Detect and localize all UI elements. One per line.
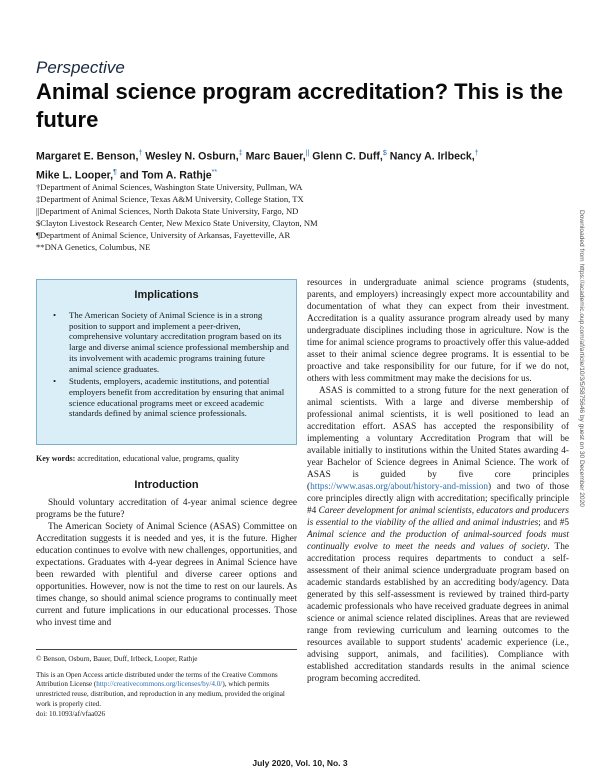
- license-link[interactable]: http://creativecommons.org/licenses/by/4.0/: [96, 680, 223, 689]
- implication-item: [49, 376, 289, 419]
- author-mark: **: [211, 168, 218, 176]
- introduction-body: [36, 497, 297, 629]
- implications-list: [49, 310, 289, 421]
- author-mark: $: [382, 150, 387, 157]
- section-label: Perspective: [36, 58, 125, 77]
- author-line-1: [36, 146, 536, 165]
- paragraph: ASAS is committed to a strong future for the next generation of animal scientists. With a large and diverse membership of professional animal scientists, it is well positioned to lead an accreditation effort. ASAS has accepted the responsibility of implementing a voluntary Accreditation Program that will be available initially to institutions within the United States awarding 4-year Bachelor of Science degrees in Animal Science. The work of ASAS is guided by five core principles (https://www.asas.org/about/history-and-mission) and two of those core principles directly align with accreditation; specifically principle #4 Career development for animal scientists, educators and producers is essential to the viability of the allied and animal industries; and #5 Animal science and the production of animal-sourced foods must continually evolve to meet the needs and values of society. The accreditation process requires departments to conduct a self-assessment of their animal science undergraduate program based on academic standards established by an accrediting body/agency. Data generated by this self-assessment is reviewed by trained third-party academic professionals who have received graduate degrees in animal science or animal science related disciplines. Areas that are reviewed range from reviewing curriculum and learning outcomes to the resources available to support students' academic experience (i.e., advising support, animals, and facilities). Compliance with established accreditation standards results in the animal science program becoming accredited.: [307, 386, 570, 684]
- implication-text: Students, employers, academic institutions, and potential employers benefit from accreditation by ensuring that animal science educational programs meet or exceed academic standards defined by animal science professionals.: [69, 376, 285, 419]
- author-mark: ‡: [238, 150, 243, 157]
- author-mark: †: [474, 150, 479, 157]
- author-mark: ¶: [113, 168, 117, 176]
- doi[interactable]: doi: 10.1093/af/vfaa026: [36, 709, 106, 718]
- bullet-icon: •: [53, 376, 57, 387]
- author-mark: †: [138, 150, 143, 157]
- copyright-line: © Benson, Osburn, Bauer, Duff, Irlbeck, Looper, Rathje: [36, 655, 198, 663]
- author-name[interactable]: Glenn C. Duff,: [312, 150, 383, 163]
- affiliation: ‡Department of Animal Science, Texas A&M University, College Station, TX: [36, 194, 304, 205]
- page-footer: July 2020, Vol. 10, No. 3: [252, 758, 348, 768]
- author-name[interactable]: Mike L. Looper,: [36, 169, 114, 182]
- author-mark: ||: [305, 150, 310, 157]
- paragraph: Should voluntary accreditation of 4-year animal science degree programs be the future?: [36, 498, 297, 520]
- keywords-text: accreditation, educational value, programs, quality: [77, 454, 240, 463]
- author-list: [36, 146, 536, 183]
- implication-text: The American Society of Animal Science is in a strong position to support and implement a peer-driven, comprehensive voluntary accreditation program based on its large and diverse animal science professional membership and its involvement with academic programs training future animal science graduates.: [69, 310, 289, 374]
- affiliation: †Department of Animal Sciences, Washington State University, Pullman, WA: [36, 182, 303, 192]
- keywords: [36, 453, 297, 464]
- affiliations: [36, 181, 456, 254]
- introduction-heading: Introduction: [134, 479, 199, 491]
- paragraph: resources in undergraduate animal science programs (students, parents, and employers) increasingly expect more accountability and documentation of what they can expect from their investment. Accreditation is a quality assurance program already used by many undergraduate disciplines including those in agriculture. Now is the time for animal science programs to proactively offer this value-added asset to their animal science degree programs. It is essential to be proactive and take responsibility for our future, for if we do not, others with less commitment may make the decisions for us.: [307, 278, 569, 384]
- paragraph: The American Society of Animal Science (ASAS) Committee on Accreditation suggests it is needed and yes, it is the future. Higher education continues to evolve with new challenges, opportunities, and expectations. Graduates with 4-year degrees in Animal Science have been rewarded with plentiful and diverse career options and opportunities. However, now is not the time to rest on our laurels. As times change, so should animal science programs to continually meet current and future implications in our educational processes. Those who invest time and: [36, 522, 297, 628]
- license-text: This is an Open Access article distributed under the terms of the Creative Commons Attribution License (http://creativecommons.org/licenses/by/4.0/), which permits unrestricted reuse, distribution, and reproduction in any medium, provided the original work is properly cited.: [36, 670, 285, 708]
- author-name[interactable]: Margaret E. Benson,: [36, 150, 139, 163]
- author-name[interactable]: Nancy A. Irlbeck,: [389, 150, 475, 163]
- affiliation: ¶Department of Animal Science, University of Arkansas, Fayetteville, AR: [36, 230, 291, 241]
- implication-item: [49, 310, 289, 374]
- author-name[interactable]: Wesley N. Osburn,: [145, 150, 239, 163]
- footnote-divider: [36, 649, 297, 650]
- article-title: Animal science program accreditation? This is the future: [36, 79, 563, 132]
- author-name[interactable]: Marc Bauer,: [245, 150, 306, 163]
- affiliation: **DNA Genetics, Columbus, NE: [36, 242, 151, 253]
- affiliation: $Clayton Livestock Research Center, New Mexico State University, Clayton, NM: [36, 218, 318, 229]
- principle-4: Career development for animal scientists, educators and producers is essential to the viability of the allied and animal industries: [307, 506, 570, 528]
- right-column-body: [307, 277, 569, 685]
- affiliation: ||Department of Animal Sciences, North Dakota State University, Fargo, ND: [36, 206, 299, 217]
- download-note: Downloaded from https://academic.oup.com/af/article/10/3/5/5875646 by guest on 30 December 2020: [578, 210, 585, 507]
- asas-mission-link[interactable]: https://www.asas.org/about/history-and-mission: [310, 482, 489, 492]
- keywords-label: Key words:: [36, 454, 76, 463]
- implications-title: Implications: [134, 289, 199, 301]
- download-watermark: [573, 210, 591, 770]
- implications-box: [36, 279, 297, 445]
- bullet-icon: •: [53, 310, 57, 320]
- principle-5: Animal science and the production of animal-sourced foods must continually evolve to meet the needs and values of society: [307, 530, 569, 552]
- footnotes: [36, 655, 301, 719]
- author-name[interactable]: and Tom A. Rathje: [119, 169, 212, 182]
